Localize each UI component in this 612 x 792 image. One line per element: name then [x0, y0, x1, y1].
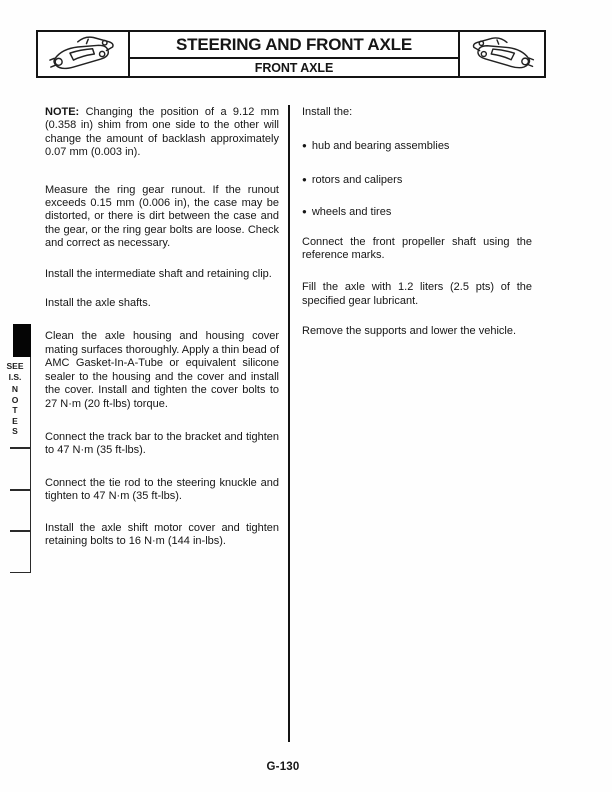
header-title-block — [130, 32, 458, 76]
paragraph: Clean the axle housing and housing cover mating surfaces thoroughly. Apply a thin bead of AMC Gasket-In-A-Tube or equivalent silicone sealer to the housing and the cover and install the cover. Install and tighten the cover bolts to 27 N·m (20 ft-lbs) torque. — [45, 330, 279, 410]
note-text: Changing the position of a 9.12 mm (0.358 in) shim from one side to the other will change the amount of backlash approximately 0.07 mm (0.003 in). — [45, 106, 279, 159]
page-subtitle: FRONT AXLE — [254, 60, 334, 75]
paragraph: Measure the ring gear runout. If the runout exceeds 0.15 mm (0.006 in), the case may be distorted, or there is dirt between the case and the gear, or the ring gear bolts are loose. Check and correct as necessary. — [45, 183, 279, 250]
margin-tick — [10, 530, 31, 532]
list-item-label: wheels and tires — [311, 206, 392, 219]
paragraph: Install the axle shift motor cover and tighten retaining bolts to 16 N·m (144 in-lbs). — [45, 521, 279, 547]
column-divider — [288, 105, 290, 742]
list-item-label: hub and bearing assemblies — [311, 140, 450, 153]
page-number: G-130 — [266, 761, 300, 773]
control-arm-icon — [43, 34, 123, 74]
header-left-icon-cell — [38, 32, 130, 76]
list-item-label: rotors and calipers — [311, 173, 403, 186]
margin-tab-label: I.S. — [8, 372, 22, 382]
margin-tab-label: SEE — [6, 361, 24, 371]
paragraph: Install the intermediate shaft and retaining clip. — [45, 267, 272, 280]
paragraph: Connect the front propeller shaft using the reference marks. — [302, 235, 532, 262]
left-column — [45, 106, 279, 548]
list-item — [302, 174, 532, 187]
bullet-icon: ● — [302, 141, 307, 151]
page-header — [36, 30, 546, 78]
bullet-icon: ● — [302, 207, 307, 217]
paragraph: Fill the axle with 1.2 liters (2.5 pts) of the specified gear lubricant. — [302, 281, 532, 307]
margin-rule — [30, 357, 32, 573]
paragraph: Connect the tie rod to the steering knuckle and tighten to 47 N·m (35 ft-lbs). — [45, 476, 279, 503]
intro-paragraph: Install the: — [302, 106, 353, 118]
bullet-icon: ● — [302, 174, 307, 184]
margin-section-tab — [13, 324, 31, 357]
paragraph: Install the axle shafts. — [45, 297, 151, 310]
right-column — [302, 106, 532, 339]
paragraph: Connect the track bar to the bracket and tighten to 47 N·m (35 ft-lbs). — [45, 430, 279, 457]
margin-tab-vertical-label: N O T E S — [11, 384, 19, 437]
list-item — [302, 140, 532, 153]
header-right-icon-cell — [458, 32, 544, 76]
list-item — [302, 206, 532, 219]
margin-tick — [10, 447, 31, 449]
paragraph: Remove the supports and lower the vehicle. — [302, 325, 517, 338]
margin-tick — [10, 572, 31, 574]
page-title: STEERING AND FRONT AXLE — [130, 32, 458, 59]
control-arm-icon — [464, 34, 540, 74]
note-label: NOTE: — [45, 106, 80, 118]
margin-tick — [10, 489, 31, 491]
note-paragraph — [45, 106, 279, 160]
